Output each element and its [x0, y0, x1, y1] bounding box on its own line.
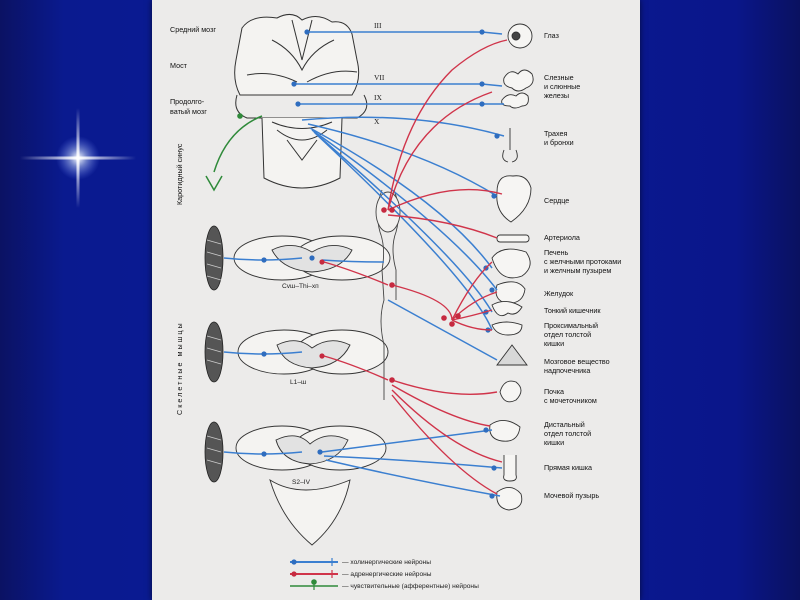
organ-label: Желудок	[544, 289, 574, 298]
heart-icon	[497, 176, 531, 222]
small-intestine-icon	[492, 301, 522, 315]
label-nerve-x: X	[374, 117, 380, 126]
organ-label: кишки	[544, 339, 565, 348]
organ-label: и слюнные	[544, 82, 581, 91]
skeletal-muscle-icons	[205, 226, 223, 482]
organ-label: и желчным пузырем	[544, 266, 612, 275]
organ-label: и бронхи	[544, 138, 574, 147]
label-segment-sacral: S2–IV	[292, 479, 310, 486]
organ-label: железы	[544, 91, 570, 100]
organ-label: Глаз	[544, 31, 559, 40]
colon-proximal-icon	[492, 322, 522, 335]
organ-label: Артериола	[544, 233, 580, 242]
legend-cholinergic: — холинергические нейроны	[342, 559, 431, 566]
organ-label: с желчными протоками	[544, 257, 622, 266]
organ-label: Мозговое вещество	[544, 357, 610, 366]
label-nerve-vii: VII	[374, 73, 385, 82]
organ-label: Печень	[544, 248, 569, 257]
organ-label: с мочеточником	[544, 396, 597, 405]
organ-label: Трахея	[544, 129, 568, 138]
kidney-icon	[500, 381, 521, 402]
trachea-icon	[503, 128, 518, 162]
rectum-icon	[504, 455, 517, 481]
label-pons: Мост	[170, 61, 187, 70]
organ-icons	[490, 24, 533, 510]
adrenal-icon	[497, 345, 527, 365]
salivary-gland-icon	[502, 93, 529, 108]
legend-sensory: — чувствительные (афферентные) нейроны	[342, 583, 479, 590]
label-midbrain: Средний мозг	[170, 25, 216, 34]
organ-label: Дистальный	[544, 420, 585, 429]
label-medulla-2: ватый мозг	[170, 107, 207, 116]
sympathetic-chain	[376, 190, 400, 400]
organ-label: отдел толстой	[544, 330, 592, 339]
stomach-icon	[496, 282, 525, 303]
organ-label: кишки	[544, 438, 565, 447]
bladder-icon	[497, 487, 522, 510]
legend	[290, 558, 479, 590]
label-segment-lumbar: L1–ш	[290, 379, 307, 386]
label-segment-thoracic: Cvш–Thi–xп	[282, 283, 319, 290]
organ-label: надпочечника	[544, 366, 591, 375]
liver-icon	[492, 249, 530, 278]
colon-distal-icon	[490, 420, 520, 441]
sensory-neuron-body	[237, 113, 243, 119]
organ-label: Почка	[544, 387, 565, 396]
autonomic-nervous-system-diagram	[152, 0, 640, 600]
spinal-segment-sacral	[236, 426, 386, 545]
legend-adrenergic: — адренергические нейроны	[342, 571, 432, 578]
organ-label: Проксимальный	[544, 321, 599, 330]
gland-icon	[504, 70, 533, 91]
organ-label: Мочевой пузырь	[544, 491, 600, 500]
label-carotid-sinus: Каротидный синус	[175, 143, 184, 205]
label-nerve-ix: IX	[374, 93, 382, 102]
organ-label: Тонкий кишечник	[544, 306, 601, 315]
label-skeletal-muscles: Скелетные мышцы	[175, 321, 184, 415]
sensory-fibre	[206, 116, 262, 190]
spinal-segment-lumbar	[238, 330, 388, 374]
organ-label: Слезные	[544, 73, 574, 82]
arteriole-icon	[497, 235, 529, 242]
label-nerve-iii: III	[374, 21, 382, 30]
label-medulla-1: Продолго-	[170, 97, 205, 106]
brainstem-drawing	[235, 14, 367, 188]
organ-labels	[544, 31, 621, 500]
organ-label: Сердце	[544, 196, 570, 205]
organ-label: отдел толстой	[544, 429, 592, 438]
organ-label: Прямая кишка	[544, 463, 593, 472]
